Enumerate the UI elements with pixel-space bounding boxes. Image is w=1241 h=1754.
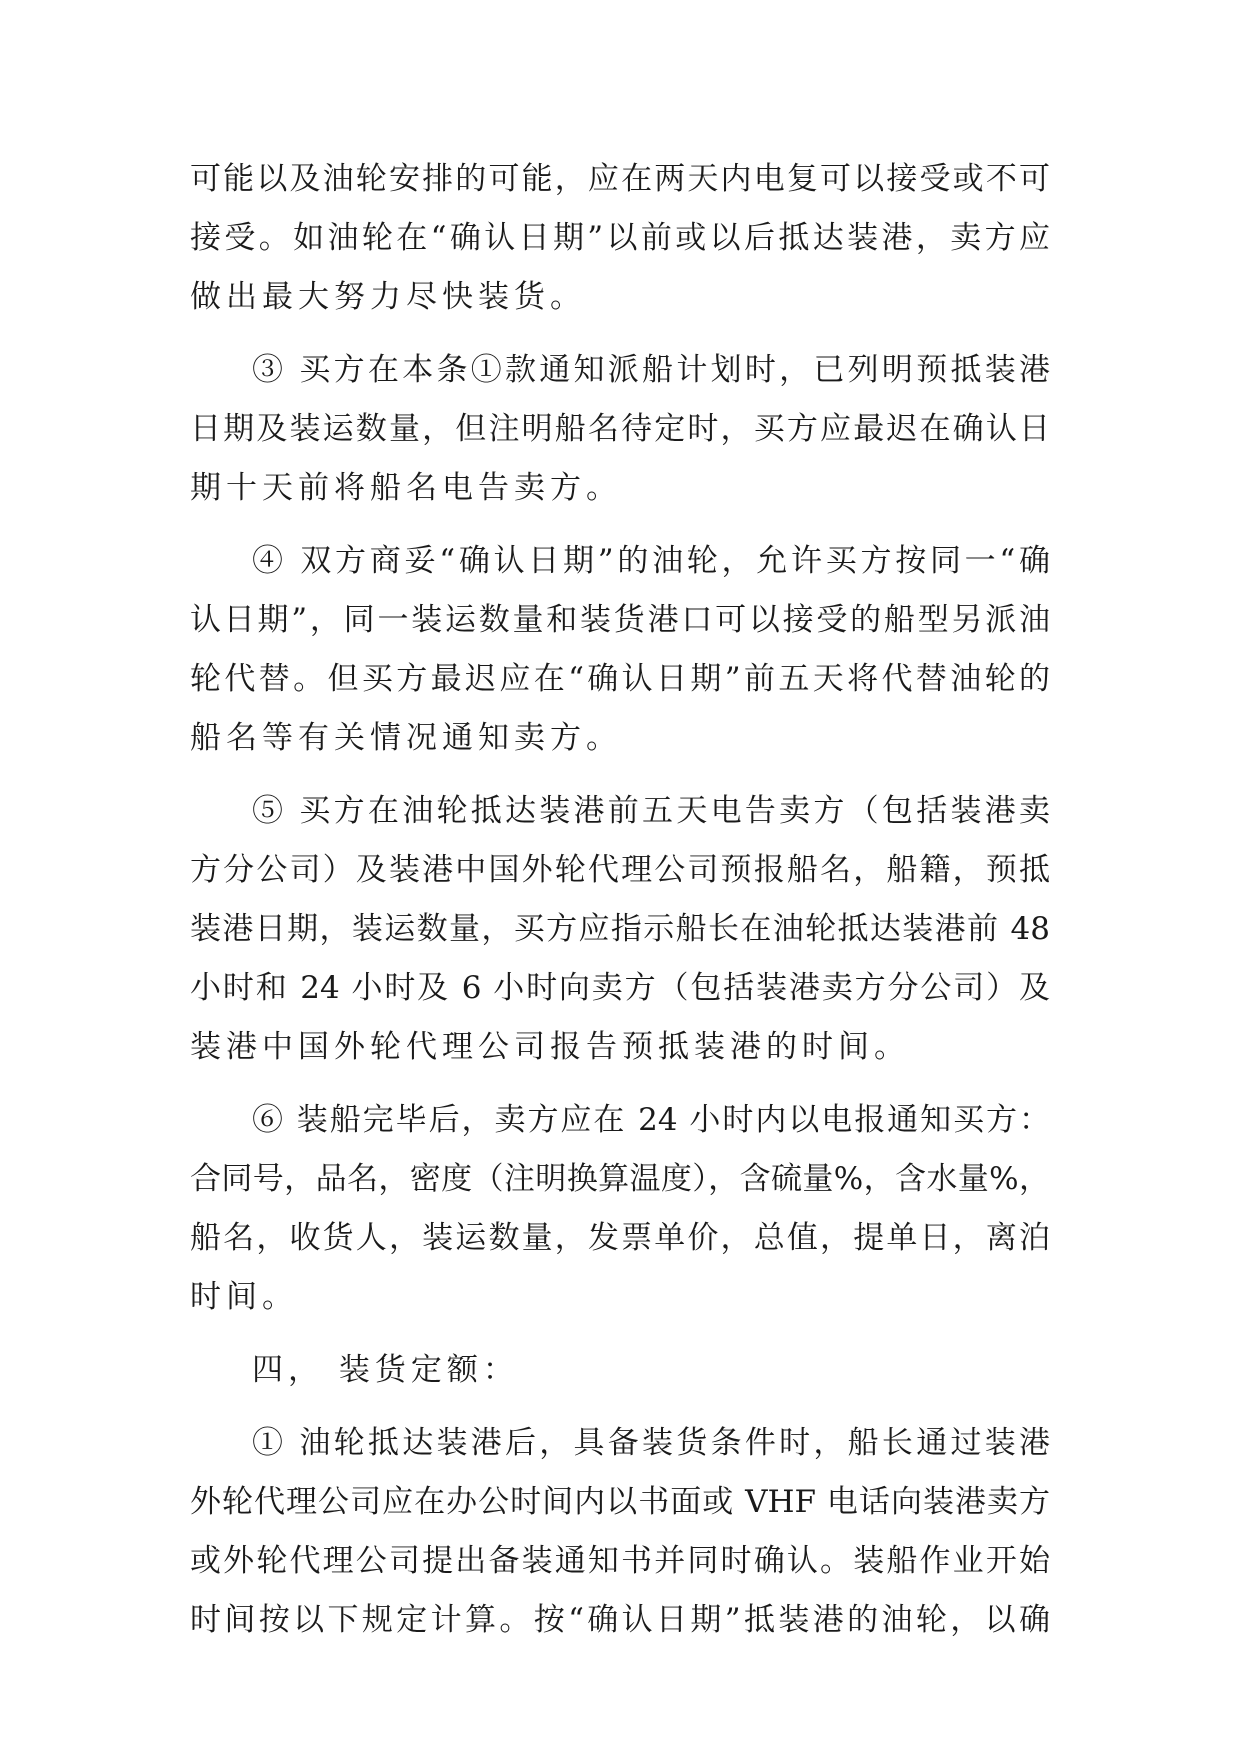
text-line: 装港中国外轮代理公司报告预抵装港的时间。 xyxy=(190,1029,910,1065)
text-line: 合同号，品名，密度（注明换算温度），含硫量%，含水量%， xyxy=(190,1161,1050,1197)
paragraph-first-line: ⑤ 买方在油轮抵达装港前五天电告卖方（包括装港卖 xyxy=(252,793,1050,829)
text-line: 船名等有关情况通知卖方。 xyxy=(190,720,622,756)
text-line: 时间按以下规定计算。按“确认日期”抵装港的油轮，以确 xyxy=(190,1602,1050,1638)
paragraph-first-line: ⑥ 装船完毕后，卖方应在 24 小时内以电报通知买方： xyxy=(252,1102,1050,1138)
text-line: 或外轮代理公司提出备装通知书并同时确认。装船作业开始 xyxy=(190,1543,1050,1579)
text-line: 船名，收货人，装运数量，发票单价，总值，提单日，离泊 xyxy=(190,1220,1050,1256)
text-line: 可能以及油轮安排的可能，应在两天内电复可以接受或不可 xyxy=(190,161,1050,197)
text-line: 期十天前将船名电告卖方。 xyxy=(190,470,622,506)
text-line: 外轮代理公司应在办公时间内以书面或 VHF 电话向装港卖方 xyxy=(190,1484,1050,1520)
document-body xyxy=(190,150,1050,1650)
text-line: 装港日期，装运数量，买方应指示船长在油轮抵达装港前 48 xyxy=(190,911,1050,947)
text-line: 小时和 24 小时及 6 小时向卖方（包括装港卖方分公司）及 xyxy=(190,970,1050,1006)
text-line: 轮代替。但买方最迟应在“确认日期”前五天将代替油轮的 xyxy=(190,661,1050,697)
text-line: 日期及装运数量，但注明船名待定时，买方应最迟在确认日 xyxy=(190,411,1050,447)
paragraph-first-line: ④ 双方商妥“确认日期”的油轮，允许买方按同一“确 xyxy=(252,543,1050,579)
text-line: 时间。 xyxy=(190,1279,298,1315)
text-line: 接受。如油轮在“确认日期”以前或以后抵达装港，卖方应 xyxy=(190,220,1050,256)
text-line: 做出最大努力尽快装货。 xyxy=(190,279,586,315)
paragraph-first-line: ③ 买方在本条①款通知派船计划时，已列明预抵装港 xyxy=(252,352,1050,388)
text-line: 方分公司）及装港中国外轮代理公司预报船名，船籍，预抵 xyxy=(190,852,1050,888)
paragraph-first-line: ① 油轮抵达装港后，具备装货条件时，船长通过装港 xyxy=(252,1425,1050,1461)
section-heading: 四， 装货定额： xyxy=(252,1352,519,1388)
text-line: 认日期”，同一装运数量和装货港口可以接受的船型另派油 xyxy=(190,602,1050,638)
